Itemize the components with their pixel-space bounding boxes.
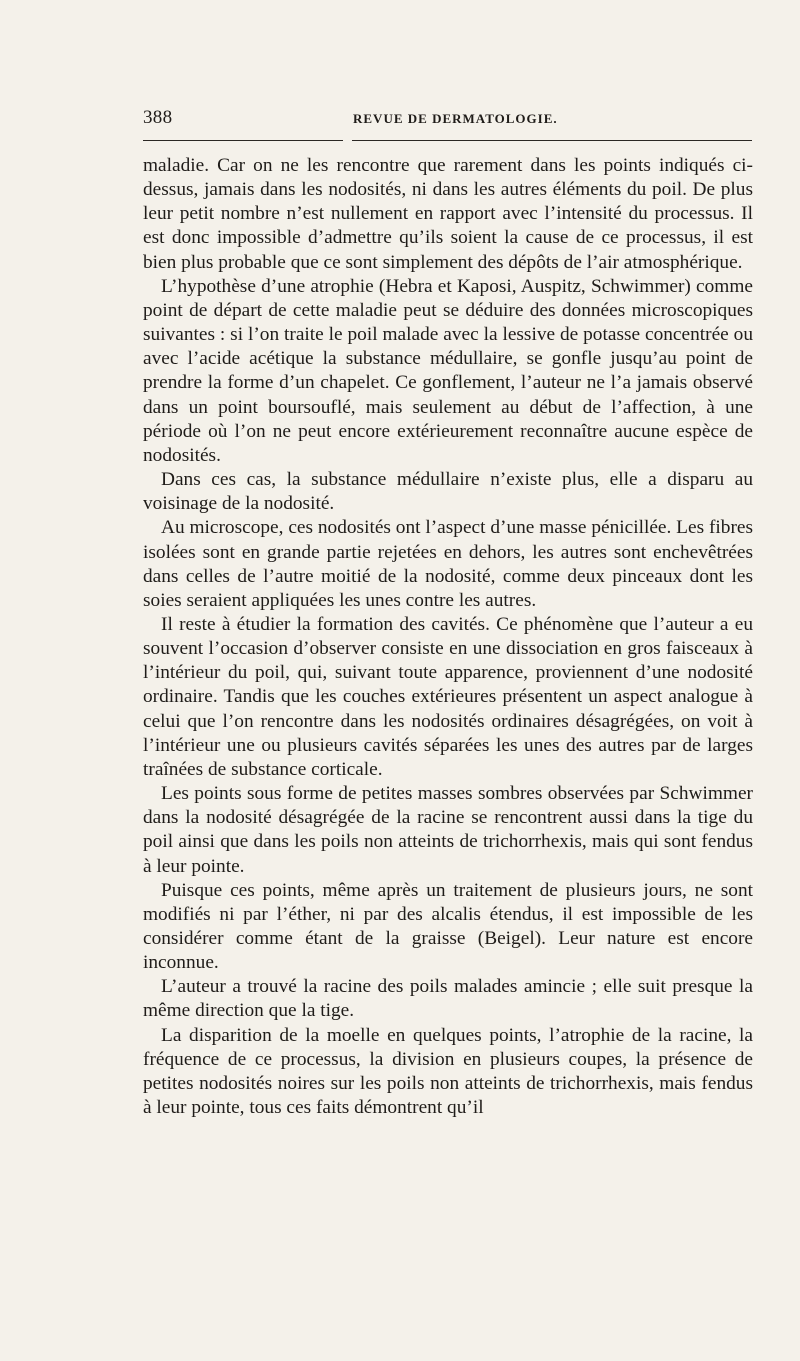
paragraph: Puisque ces points, même après un traitement de plusieurs jours, ne sont modifiés ni par l’éther, ni par des alcalis étendus, il est impossible de les considérer comme étant de la graisse (Beigel). Leur nature est encore inconnue. bbox=[143, 879, 753, 974]
paragraph: Il reste à étudier la formation des cavités. Ce phénomène que l’auteur a eu souvent l’occasion d’observer consiste en une dissociation en gros faisceaux à l’intérieur du poil, qui, suivant toute apparence, proviennent d’une nodosité ordinaire. Tandis que les couches extérieures présentent un aspect analogue à celui que l’on rencontre dans les nodosités ordinaires désagrégées, on voit à l’intérieur une ou plusieurs cavités séparées les unes des autres par de larges traînées de substance corticale. bbox=[143, 613, 753, 780]
paragraph: maladie. Car on ne les rencontre que rarement dans les points indiqués ci-dessus, jamais dans les nodosités, ni dans les autres éléments du poil. De plus leur petit nombre n’est nullement en rapport avec l’intensité du processus. Il est donc impossible d’admettre qu’ils soient la cause de ce processus, il est bien plus probable que ce sont simplement des dépôts de l’air atmosphérique. bbox=[143, 155, 753, 273]
paragraph: L’auteur a trouvé la racine des poils malades amincie ; elle suit presque la même direction que la tige. bbox=[143, 976, 753, 1022]
paragraph: L’hypothèse d’une atrophie (Hebra et Kaposi, Auspitz, Schwimmer) comme point de départ de cette maladie peut se déduire des données microscopiques suivantes : si l’on traite le poil malade avec la lessive de potasse concentrée ou avec l’acide acétique la substance médullaire, se gonfle jusqu’au point de prendre la forme d’un chapelet. Ce gonflement, l’auteur ne l’a jamais observé dans un point boursouflé, mais seulement au début de l’affection, à une période où l’on ne peut encore extérieurement reconnaître aucune espèce de nodosités. bbox=[143, 275, 753, 466]
running-header bbox=[143, 107, 753, 131]
header-rule-right bbox=[352, 140, 752, 141]
header-rule-left bbox=[143, 140, 343, 141]
page-number: 388 bbox=[143, 107, 173, 128]
running-title: REVUE DE DERMATOLOGIE. bbox=[353, 111, 558, 126]
paragraph: Dans ces cas, la substance médullaire n’existe plus, elle a disparu au voisinage de la nodosité. bbox=[143, 469, 753, 515]
body-text bbox=[143, 154, 753, 1120]
paragraph: Au microscope, ces nodosités ont l’aspect d’une masse pénicillée. Les fibres isolées sont en grande partie rejetées en dehors, les autres sont enchevêtrées dans celles de l’autre moitié de la nodosité, comme deux pinceaux dont les soies seraient appliquées les unes contre les autres. bbox=[143, 517, 753, 611]
paragraph: Les points sous forme de petites masses sombres observées par Schwimmer dans la nodosité désagrégée de la racine se rencontrent aussi dans la tige du poil ainsi que dans les poils non atteints de trichorrhexis, mais qui sont fendus à leur pointe. bbox=[143, 783, 753, 877]
paragraph: La disparition de la moelle en quelques points, l’atrophie de la racine, la fréquence de ce processus, la division en plusieurs coupes, la présence de petites nodosités noires sur les poils non atteints de trichorrhexis, mais fendus à leur pointe, tous ces faits démontrent qu’il bbox=[143, 1024, 753, 1119]
